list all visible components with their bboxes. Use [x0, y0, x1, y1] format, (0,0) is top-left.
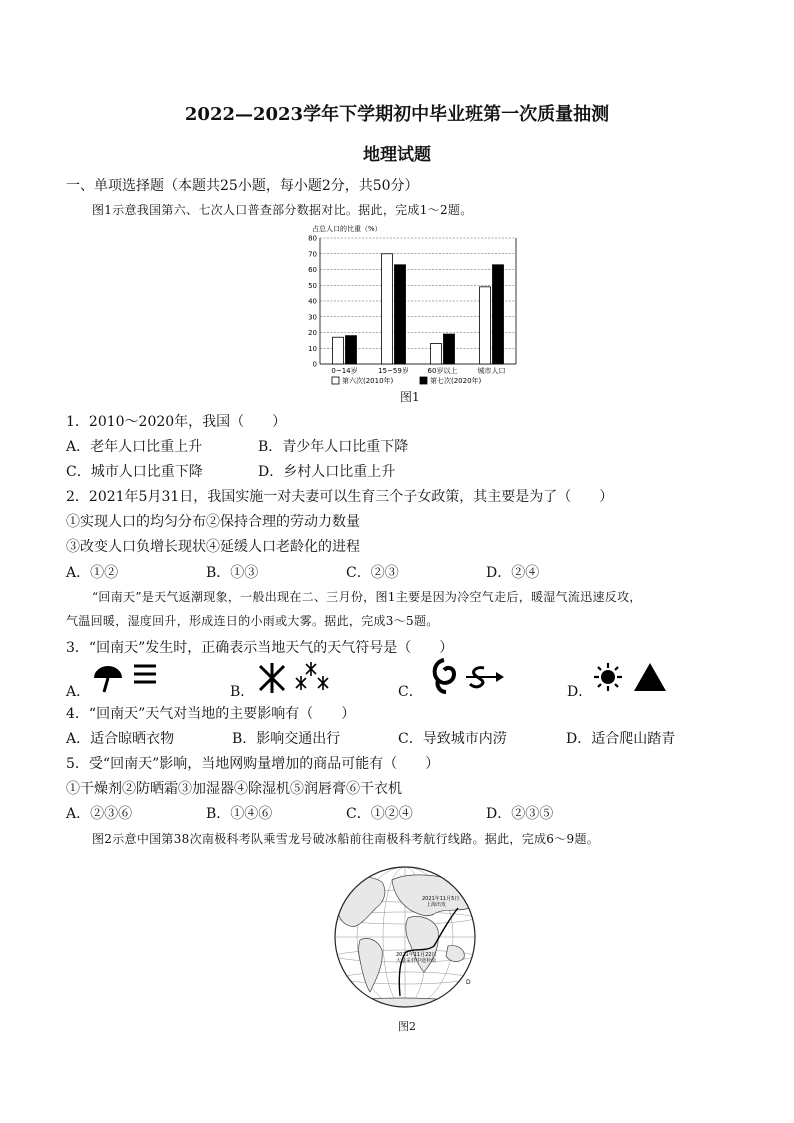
q2-line2: ③改变人口负增长现状④延缓人口老龄化的进程 [66, 539, 360, 555]
y-axis-label: 占总人口的比重（%） [312, 225, 382, 233]
y-tick-label: 20 [308, 329, 317, 337]
snow-symbol-icon [256, 660, 336, 694]
q2-option-b[interactable]: B．①③ [206, 565, 259, 581]
figure1-caption: 图1 [400, 390, 420, 404]
bar-census6-0 [333, 337, 344, 364]
figure2-caption: 图2 [398, 1020, 416, 1033]
bar-census6-1 [382, 254, 393, 364]
sunny-sandstorm-symbol-icon [592, 660, 670, 694]
q1-option-a[interactable]: A．老年人口比重上升 [66, 439, 203, 455]
bar-census7-0 [346, 336, 357, 364]
q1-option-b[interactable]: B．青少年人口比重下降 [258, 439, 409, 455]
q2-option-c[interactable]: C．②③ [346, 565, 399, 581]
y-tick-label: 10 [308, 344, 317, 353]
q5-option-a[interactable]: A．②③⑥ [66, 806, 133, 822]
intro-huinantian-line2: 气温回暖，湿度回升，形成连日的小雨或大雾。据此，完成3～5题。 [66, 614, 439, 628]
point-d-label: D [466, 979, 471, 986]
q5-option-c[interactable]: C．①②④ [346, 806, 413, 822]
y-tick-label: 60 [308, 266, 317, 274]
q5-line1: ①干燥剂②防晒霜③加湿器④除湿机⑤润唇膏⑥干衣机 [66, 781, 402, 797]
legend-label: 第六次(2010年) [342, 377, 394, 385]
q5-option-b[interactable]: B．①④⑥ [206, 806, 273, 822]
intro-figure1: 图1示意我国第六、七次人口普查部分数据对比。据此，完成1～2题。 [92, 203, 473, 217]
exam-title: 2022—2023学年下学期初中毕业班第一次质量抽测 [184, 104, 610, 125]
bar-census6-2 [431, 344, 442, 364]
q4-stem: 4．“回南天”天气对当地的主要影响有（ ） [66, 706, 356, 722]
x-tick-label: 60岁以上 [427, 367, 458, 375]
q2-stem: 2．2021年5月31日，我国实施一对夫妻可以生育三个子女政策，其主要是为了（ ） [66, 489, 614, 505]
q1-stem: 1．2010～2020年，我国（ ） [66, 414, 287, 430]
route-mid-note: 大量采样中途补给 [396, 958, 437, 964]
y-tick-label: 70 [308, 250, 317, 259]
legend-swatch [332, 377, 339, 384]
y-ticks [308, 235, 317, 369]
y-tick-label: 80 [308, 234, 317, 243]
q3-option-a[interactable]: A． [66, 684, 91, 700]
q4-option-a[interactable]: A．适合晾晒衣物 [66, 731, 175, 747]
x-ticks [331, 366, 505, 375]
population-bar-chart [290, 222, 520, 404]
q5-option-d[interactable]: D．②③⑤ [486, 806, 554, 822]
bars [333, 254, 504, 364]
intro-huinantian-line1: “回南天”是天气返潮现象，一般出现在二、三月份，图1主要是因为冷空气走后，暖湿气流迅速反攻， [92, 590, 642, 604]
rain-fog-symbol-icon [90, 660, 162, 696]
x-tick-label: 15~59岁 [378, 367, 409, 375]
q2-option-d[interactable]: D．②④ [486, 565, 540, 581]
q4-option-d[interactable]: D．适合爬山踏青 [566, 731, 676, 747]
section-heading: 一、单项选择题（本题共25小题，每小题2分，共50分） [66, 178, 419, 194]
bar-census6-3 [480, 287, 491, 364]
route-start-date: 2021年11月5日 [422, 896, 460, 902]
exam-subtitle: 地理试题 [363, 145, 431, 165]
bar-census7-1 [395, 265, 406, 364]
x-tick-label: 城市人口 [477, 367, 506, 375]
q3-option-d[interactable]: D． [567, 684, 593, 700]
intro-figure2: 图2示意中国第38次南极科考队乘雪龙号破冰船前往南极科考航行线路。据此，完成6～9题。 [92, 832, 600, 846]
q3-option-c[interactable]: C． [398, 684, 423, 700]
q5-stem: 5．受“回南天”影响，当地网购量增加的商品可能有（ ） [66, 756, 440, 772]
chart-legend [332, 376, 482, 385]
route-mid-date: 2021年11月22日 [396, 952, 437, 958]
q4-option-c[interactable]: C．导致城市内涝 [398, 731, 507, 747]
route-start-place: 上海出发 [426, 902, 447, 908]
globe-route-map [330, 856, 480, 1018]
y-tick-label: 30 [308, 313, 317, 322]
bar-census7-3 [493, 265, 504, 364]
q2-option-a[interactable]: A．①② [66, 565, 119, 581]
legend-swatch [420, 377, 427, 384]
q3-option-b[interactable]: B． [230, 684, 255, 700]
q4-option-b[interactable]: B．影响交通出行 [232, 731, 341, 747]
bar-census7-2 [444, 334, 455, 364]
q2-line1: ①实现人口的均匀分布②保持合理的劳动力数量 [66, 514, 360, 530]
legend-label: 第七次(2020年) [430, 377, 482, 385]
q1-option-d[interactable]: D．乡村人口比重上升 [258, 464, 396, 480]
y-tick-label: 0 [312, 360, 317, 369]
x-tick-label: 0~14岁 [331, 367, 358, 375]
q3-stem: 3．“回南天”发生时，正确表示当地天气的天气符号是（ ） [66, 640, 454, 656]
y-tick-label: 40 [308, 297, 317, 306]
q1-option-c[interactable]: C．城市人口比重下降 [66, 464, 203, 480]
typhoon-wind-symbol-icon [426, 656, 508, 696]
y-tick-label: 50 [308, 281, 317, 290]
